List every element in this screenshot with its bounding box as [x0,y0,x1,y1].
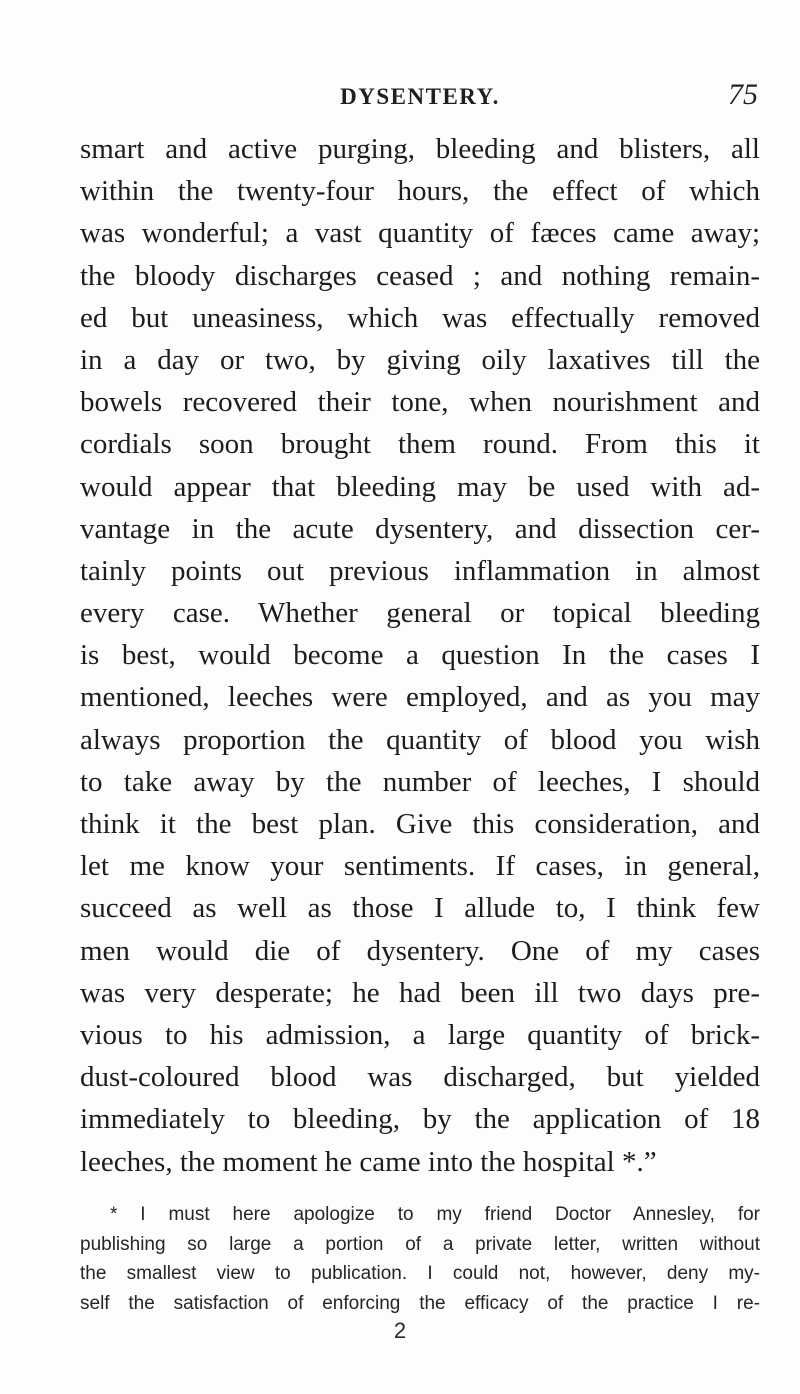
text-line: every case. Whether general or topical bleeding [80,597,760,630]
text-line: immediately to bleeding, by the application of 18 [80,1103,760,1136]
footnote-line: * I must here apologize to my friend Doctor Annesley, for [110,1204,760,1225]
text-line: within the twenty-four hours, the effect of which [80,175,760,208]
running-head [80,78,760,118]
running-title: DYSENTERY. [340,84,500,109]
text-line: bowels recovered their tone, when nourishment and [80,386,760,419]
text-line: smart and active purging, bleeding and blisters, all [80,133,760,165]
text-line: was wonderful; a vast quantity of fæces came away; [80,217,760,250]
text-line: mentioned, leeches were employed, and as you may [80,681,760,714]
text-line: the bloody discharges ceased ; and nothing remain- [80,259,760,292]
footnote-line: self the satisfaction of enforcing the efficacy of the practice I re- [80,1292,760,1314]
body-text [80,128,760,1183]
text-line: succeed as well as those I allude to, I think few [80,892,760,925]
page-number: 75 [728,78,758,111]
text-line: think it the best plan. Give this consideration, and [80,808,760,840]
text-line: is best, would become a question In the cases I [80,639,760,672]
footnote-line: the smallest view to publication. I could not, however, deny my- [80,1263,760,1284]
text-line: let me know your sentiments. If cases, in general, [80,850,760,883]
text-line: leeches, the moment he came into the hospital *.” [80,1145,657,1178]
text-line: tainly points out previous inflammation in almost [80,554,760,587]
text-line: cordials soon brought them round. From this it [80,428,760,461]
text-line: vious to his admission, a large quantity of brick- [80,1018,760,1051]
text-line: was very desperate; he had been ill two days pre- [80,976,760,1009]
text-line: would appear that bleeding may be used with ad- [80,470,760,503]
text-line: men would die of dysentery. One of my cases [80,934,760,967]
signature-mark: 2 [393,1318,407,1343]
text-line: ed but uneasiness, which was effectually removed [80,301,760,334]
text-line: vantage in the acute dysentery, and dissection cer- [80,512,760,545]
footnote-line: publishing so large a portion of a private letter, written without [80,1233,760,1255]
text-line: always proportion the quantity of blood you wish [80,723,760,756]
text-line: to take away by the number of leeches, I should [80,765,760,798]
footnote [80,1200,760,1318]
text-line: in a day or two, by giving oily laxatives till the [80,343,760,376]
text-line: dust-coloured blood was discharged, but yielded [80,1061,760,1094]
